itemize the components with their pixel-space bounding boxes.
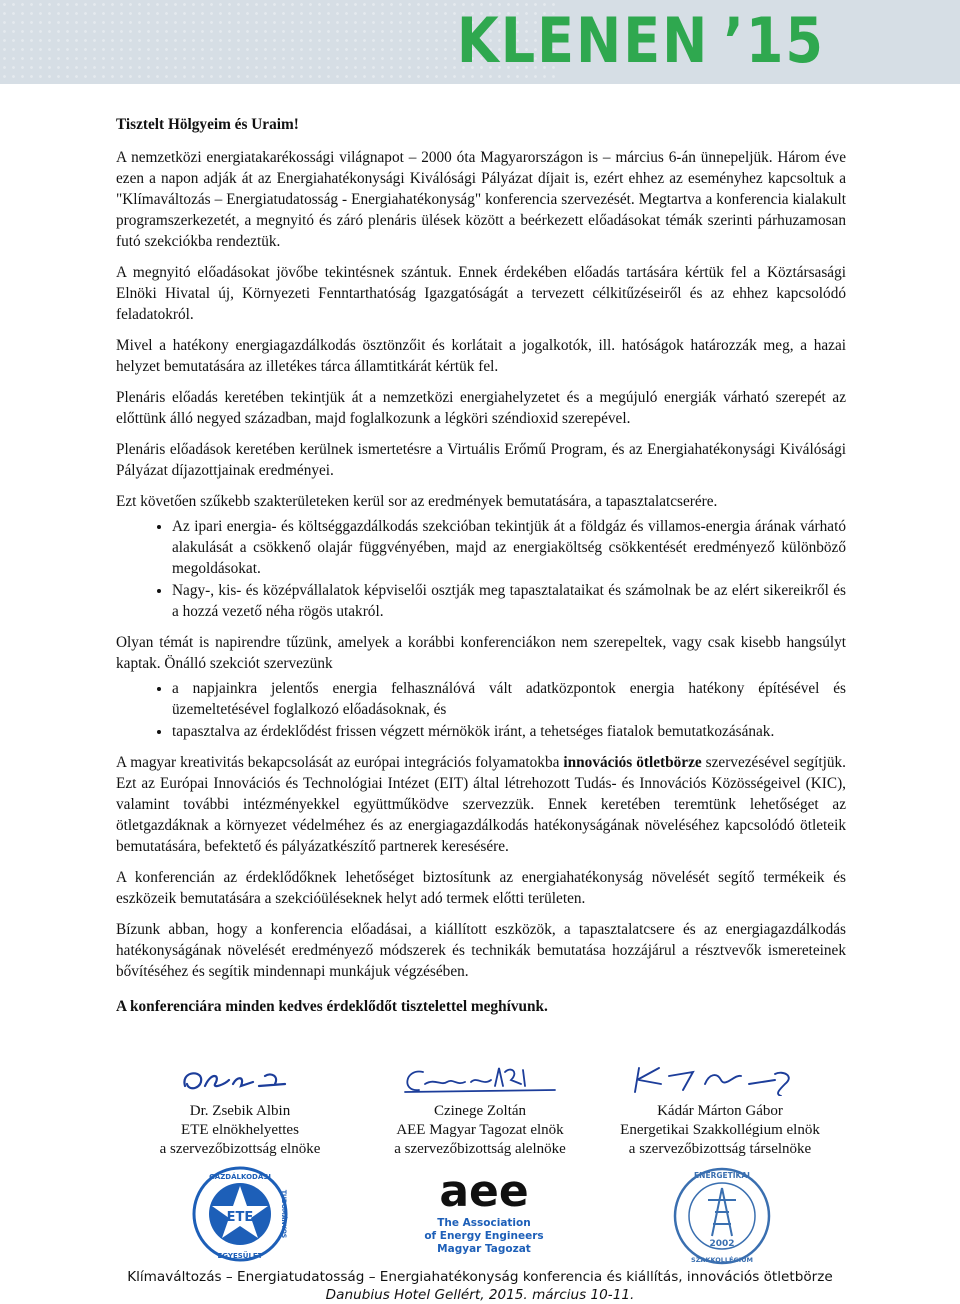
- innovation-text-end: szervezésével segítjük. Ezt az Európai Innovációs és Technológiai Intézet (EIT) által létrehozott Tudás- és Innovációs Közösségeivel (KIC), valamint további intézményekkel együttműködve szervezzük. Ennek keretében teremtünk lehetőséget az ötletgazdáknak a környezet védelméhez és az energiagazdálkodás hatékonyságának növeléséhez kapcsolódó ötleteik bemutatására, befektető és pályázatkészítő partnerek keresésére.: [116, 754, 847, 855]
- event-logo-name: KLENEN: [456, 4, 710, 77]
- signatory-czinege: [360, 1062, 600, 1159]
- ete-text-right: TUDOMÁNYOS: [280, 1189, 287, 1239]
- list-item: • Az ipari energia- és költséggazdálkodás szekcióban tekintjük át a földgáz és villamos-energia árának várható alakulását a csökkenő olajár függvényében, majd az energiaköltség csökkentését eredményező különböző megoldásokat.: [172, 516, 846, 579]
- signatory-name: Czinege Zoltán: [433, 1103, 527, 1119]
- paragraph-exhibition: A konferencián az érdeklődőknek lehetőséget biztosítunk az energiahatékonyság növelését segítő termékeik és eszközeik bemutatására a szekcióüléseknek helyt adó termek előtti területen.: [116, 869, 846, 907]
- paragraph-intro: A nemzetközi energiatakarékossági világnapot – 2000 óta Magyarországon is – március 6-án ünnepeljük. Három éve ezen a napon adják át az Energiahatékonysági Kiválósági Pályázat díjait is, ezért ehhez az eseményhez kapcsoltuk a "Klímaváltozás – Energiatudatosság - Energiahatékonyság" konferencia szervezését. Megtartva a konferencia kialakult programszerkezetét, a megnyitó és záró plenáris ülések között a beérkezett előadásokat témák szerinti párhuzamosan futó szekciókba rendeztük.: [116, 149, 846, 250]
- signature-icon: [175, 1062, 305, 1096]
- signatory-org: Energetikai Szakkollégium elnök: [620, 1122, 820, 1138]
- letter-body: [116, 114, 846, 1027]
- paragraph-plenary-awards: Plenáris előadások keretében kerülnek ismertetésre a Virtuális Erőmű Program, és az Energiahatékonysági Kiválósági Pályázat díjazottjainak eredményei.: [116, 441, 846, 479]
- innovation-highlight: innovációs ötletbörze: [563, 754, 702, 771]
- signatory-zsebik: [120, 1062, 360, 1159]
- paragraph-innovation: [116, 752, 846, 857]
- list-item: • Nagy-, kis- és középvállalatok képviselői osztják meg tapasztalataikat és számolnak be az elért sikereikről és a hozzá vezető néha rögös utakról.: [172, 580, 846, 622]
- aee-line1: The Association: [437, 1217, 531, 1229]
- signatory-org: AEE Magyar Tagozat elnök: [396, 1122, 564, 1138]
- esz-arc-bottom: SZAKKOLLÉGIUM: [691, 1256, 753, 1264]
- section-list: [116, 516, 846, 622]
- ete-initials: ETE: [226, 1210, 254, 1225]
- signature-icon: [625, 1062, 815, 1096]
- signatory-name: Kádár Márton Gábor: [657, 1103, 783, 1119]
- paragraph-wishes: Bízunk abban, hogy a konferencia előadásai, a kiállított eszközök, a tapasztalatcsere és az energiagazdálkodás hatékonyságának növelését eredményező módszerek és technikák bemutatása hozzájárul a résztvevők ismereteinek bővítéséhez és segítik mindennapi munkájuk végzésében.: [116, 921, 846, 980]
- aee-logo-icon: [424, 1166, 544, 1266]
- signature-icon: [395, 1062, 565, 1096]
- esz-year: 2002: [709, 1239, 735, 1249]
- partner-logos: [0, 1166, 960, 1266]
- signatory-role: a szervezőbizottság társelnöke: [628, 1141, 812, 1157]
- ete-badge-icon: [192, 1166, 288, 1262]
- aee-line3: Magyar Tagozat: [437, 1243, 531, 1255]
- ete-text-top: GAZDÁLKODÁSI: [209, 1173, 271, 1181]
- header-banner: [0, 0, 960, 84]
- paragraph-sections: Ezt követően szűkebb szakterületeken kerül sor az eredmények bemutatására, a tapasztalatcserére.: [116, 493, 718, 510]
- paragraph-plenary-energy: Plenáris előadás keretében tekintjük át a nemzetközi energiahelyzetet és a megújuló energiák várható szerepét az előttünk álló negyed században, majd foglalkozunk a légköri széndioxid szerepével.: [116, 389, 846, 427]
- paragraph-new-topics: Olyan témát is napirendre tűzünk, amelyek a korábbi konferenciákon nem szerepeltek, vagy csak kisebb hangsúlyt kaptak. Önálló szekciót szervezünk: [116, 634, 846, 672]
- footer-event-title: Klímaváltozás – Energiatudatosság – Energiahatékonyság konferencia és kiállítás, innovációs ötletbörze: [127, 1269, 833, 1285]
- aee-line2: of Energy Engineers: [424, 1230, 544, 1242]
- signatory-role: a szervezőbizottság alelnöke: [394, 1141, 566, 1157]
- list-item: • tapasztalva az érdeklődést frissen végzett mérnökök iránt, a tehetséges fiatalok bemutatkozásának.: [172, 721, 846, 742]
- ete-text-bottom: EGYESÜLET: [217, 1252, 263, 1260]
- signatory-kadar: [600, 1062, 840, 1159]
- paragraph-regulation: Mivel a hatékony energiagazdálkodás ösztönzőit és korlátait a jogalkotók, ill. hatóságok határozzák meg, a hazai helyzet bemutatására az illetékes tárca államtitkárát kértük fel.: [116, 337, 846, 375]
- event-logo-year: ’15: [723, 4, 825, 77]
- greeting: Tisztelt Hölgyeim és Uraim!: [116, 116, 299, 133]
- signatory-org: ETE elnökhelyettes: [181, 1122, 299, 1138]
- signatory-role: a szervezőbizottság elnöke: [159, 1141, 321, 1157]
- topic-list: [116, 678, 846, 742]
- energetikai-szakkollegium-icon: [672, 1166, 772, 1266]
- signature-block: [120, 1062, 840, 1162]
- closing-invitation: A konferenciára minden kedves érdeklődőt tisztelettel meghívunk.: [116, 998, 548, 1015]
- paragraph-opening-talks: A megnyitó előadásokat jövőbe tekintésnek szántuk. Ennek érdekében előadás tartására kértük fel a Köztársasági Elnöki Hivatal új, Környezeti Fenntarthatóság Igazgatóságát a tervezett célkitűzéseiről és az ehhez kapcsolódó feladatokról.: [116, 264, 846, 323]
- list-item: • a napjainkra jelentős energia felhasználóvá vált adatközpontok energia hatékony építésével és üzemeltetésével foglalkozó előadásoknak, és: [172, 678, 846, 720]
- event-logo: [456, 4, 825, 77]
- esz-arc-top: ENERGETIKAI: [694, 1171, 750, 1180]
- innovation-text-start: A magyar kreativitás bekapcsolását az európai integrációs folyamatokba: [116, 754, 564, 771]
- footer-venue-date: Danubius Hotel Gellért, 2015. március 10-11.: [325, 1287, 635, 1303]
- signatory-name: Dr. Zsebik Albin: [189, 1103, 291, 1119]
- footer: [0, 1268, 960, 1304]
- aee-mark: aee: [439, 1166, 529, 1217]
